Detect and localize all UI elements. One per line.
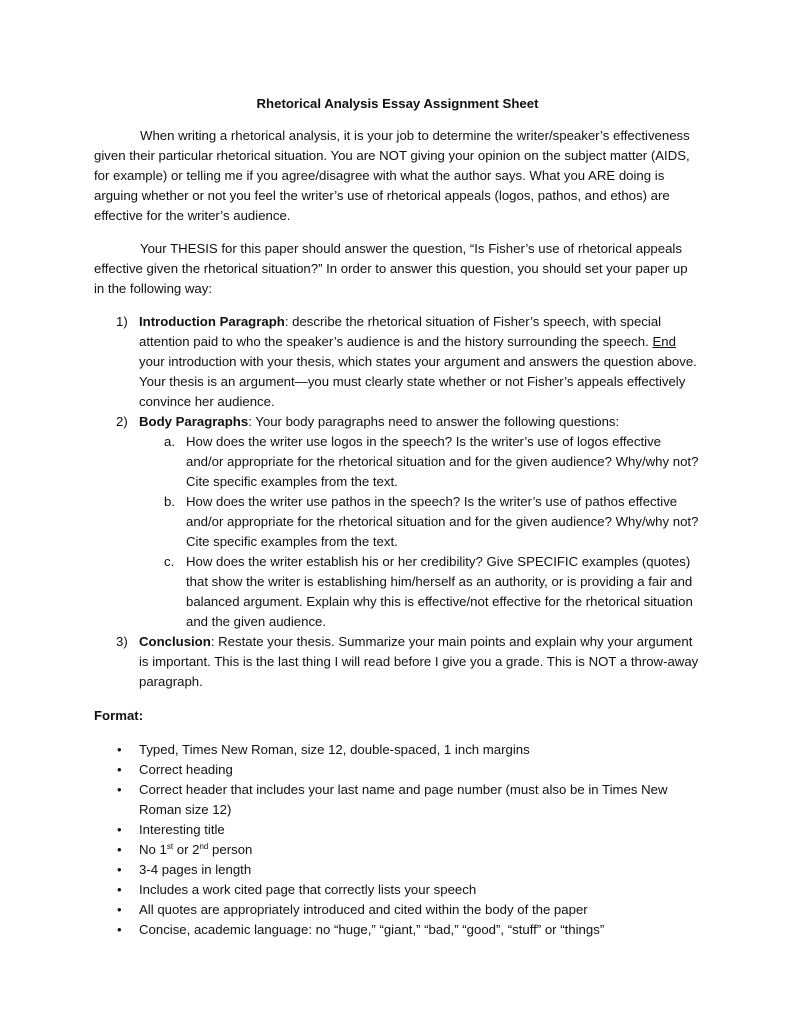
- list-number: 1): [116, 314, 128, 329]
- list-letter: b.: [164, 494, 175, 509]
- thesis-paragraph: Your THESIS for this paper should answer the question, “Is Fisher’s use of rhetorical appeals effective given the rhetorical situation?” In order to answer this question, you should set your paper up in the following way:: [94, 241, 688, 296]
- format-text: Includes a work cited page that correctly lists your speech: [139, 882, 477, 897]
- list-number: 3): [116, 634, 128, 649]
- list-item-conclusion: [94, 632, 701, 692]
- bullet-icon: •: [117, 742, 122, 757]
- format-text: Correct header that includes your last name and page number (must also be in Times New Roman size 12): [139, 782, 668, 817]
- bullet-icon: •: [117, 782, 122, 797]
- section-lead: Conclusion: [139, 634, 211, 649]
- format-list: [94, 740, 701, 940]
- section-text: your introduction with your thesis, which states your argument and answers the question above. Your thesis is an argument—you must clearly state whether or not Fisher’s appeals effectively convince her audience.: [139, 354, 697, 409]
- assignment-structure-list: [94, 312, 701, 692]
- list-item-body-paragraphs: [94, 412, 701, 632]
- format-text: No 1: [139, 842, 167, 857]
- bullet-icon: •: [117, 842, 122, 857]
- section-text: : Your body paragraphs need to answer the following questions:: [248, 414, 620, 429]
- list-item: [94, 840, 701, 860]
- question-text: How does the writer use pathos in the speech? Is the writer’s use of pathos effective and/or appropriate for the rhetorical situation and for the given audience? Why/why not? Cite specific examples from the text.: [186, 494, 699, 549]
- list-item: [94, 760, 701, 780]
- bullet-icon: •: [117, 902, 122, 917]
- body-questions-list: [139, 432, 701, 632]
- list-item: [94, 860, 701, 880]
- intro-paragraph: When writing a rhetorical analysis, it is your job to determine the writer/speaker’s effectiveness given their particular rhetorical situation. You are NOT giving your opinion on the subject matter (AIDS, for example) or telling me if you agree/disagree with what the author says. What you ARE doing is arguing whether or not you feel the writer’s use of rhetorical appeals (logos, pathos, and ethos) are effective for the writer’s audience.: [94, 128, 690, 223]
- format-text: person: [208, 842, 253, 857]
- format-text: Typed, Times New Roman, size 12, double-spaced, 1 inch margins: [139, 742, 530, 757]
- format-text: All quotes are appropriately introduced and cited within the body of the paper: [139, 902, 588, 917]
- question-text: How does the writer use logos in the speech? Is the writer’s use of logos effective and/or appropriate for the rhetorical situation and for the given audience? Why/why not? Cite specific examples from the text.: [186, 434, 699, 489]
- document-title: Rhetorical Analysis Essay Assignment Sheet: [256, 96, 539, 111]
- list-item: [94, 740, 701, 760]
- format-text: Interesting title: [139, 822, 225, 837]
- list-letter: c.: [164, 554, 175, 569]
- bullet-icon: •: [117, 822, 122, 837]
- format-text: Concise, academic language: no “huge,” “giant,” “bad,” “good”, “stuff” or “things”: [139, 922, 605, 937]
- list-item: [139, 552, 701, 632]
- section-lead: Introduction Paragraph: [139, 314, 285, 329]
- list-item-introduction: [94, 312, 701, 412]
- list-item: [94, 920, 701, 940]
- list-item: [94, 820, 701, 840]
- list-item: [94, 900, 701, 920]
- list-number: 2): [116, 414, 128, 429]
- question-text: How does the writer establish his or her credibility? Give SPECIFIC examples (quotes) that show the writer is establishing him/herself as an authority, or is providing a fair and balanced argument. Explain why this is effective/not effective for the rhetorical situation and the given audience.: [186, 554, 693, 629]
- list-item: [94, 780, 701, 820]
- bullet-icon: •: [117, 762, 122, 777]
- underlined-word: End: [652, 334, 676, 349]
- section-text: : describe the rhetorical situation of Fisher’s speech, with special attention paid to who the speaker’s audience is and the history surrounding the speech.: [139, 314, 662, 349]
- list-item: [139, 432, 701, 492]
- section-text: : Restate your thesis. Summarize your main points and explain why your argument is important. This is the last thing I will read before I give you a grade. This is NOT a throw-away paragraph.: [139, 634, 699, 689]
- format-text: 3-4 pages in length: [139, 862, 252, 877]
- format-text: or 2: [173, 842, 200, 857]
- bullet-icon: •: [117, 882, 122, 897]
- list-letter: a.: [164, 434, 175, 449]
- bullet-icon: •: [117, 862, 122, 877]
- superscript: nd: [199, 842, 209, 851]
- bullet-icon: •: [117, 922, 122, 937]
- list-item: [139, 492, 701, 552]
- section-lead: Body Paragraphs: [139, 414, 249, 429]
- format-heading: Format:: [94, 708, 144, 723]
- list-item: [94, 880, 701, 900]
- superscript: st: [166, 842, 174, 851]
- format-text: Correct heading: [139, 762, 233, 777]
